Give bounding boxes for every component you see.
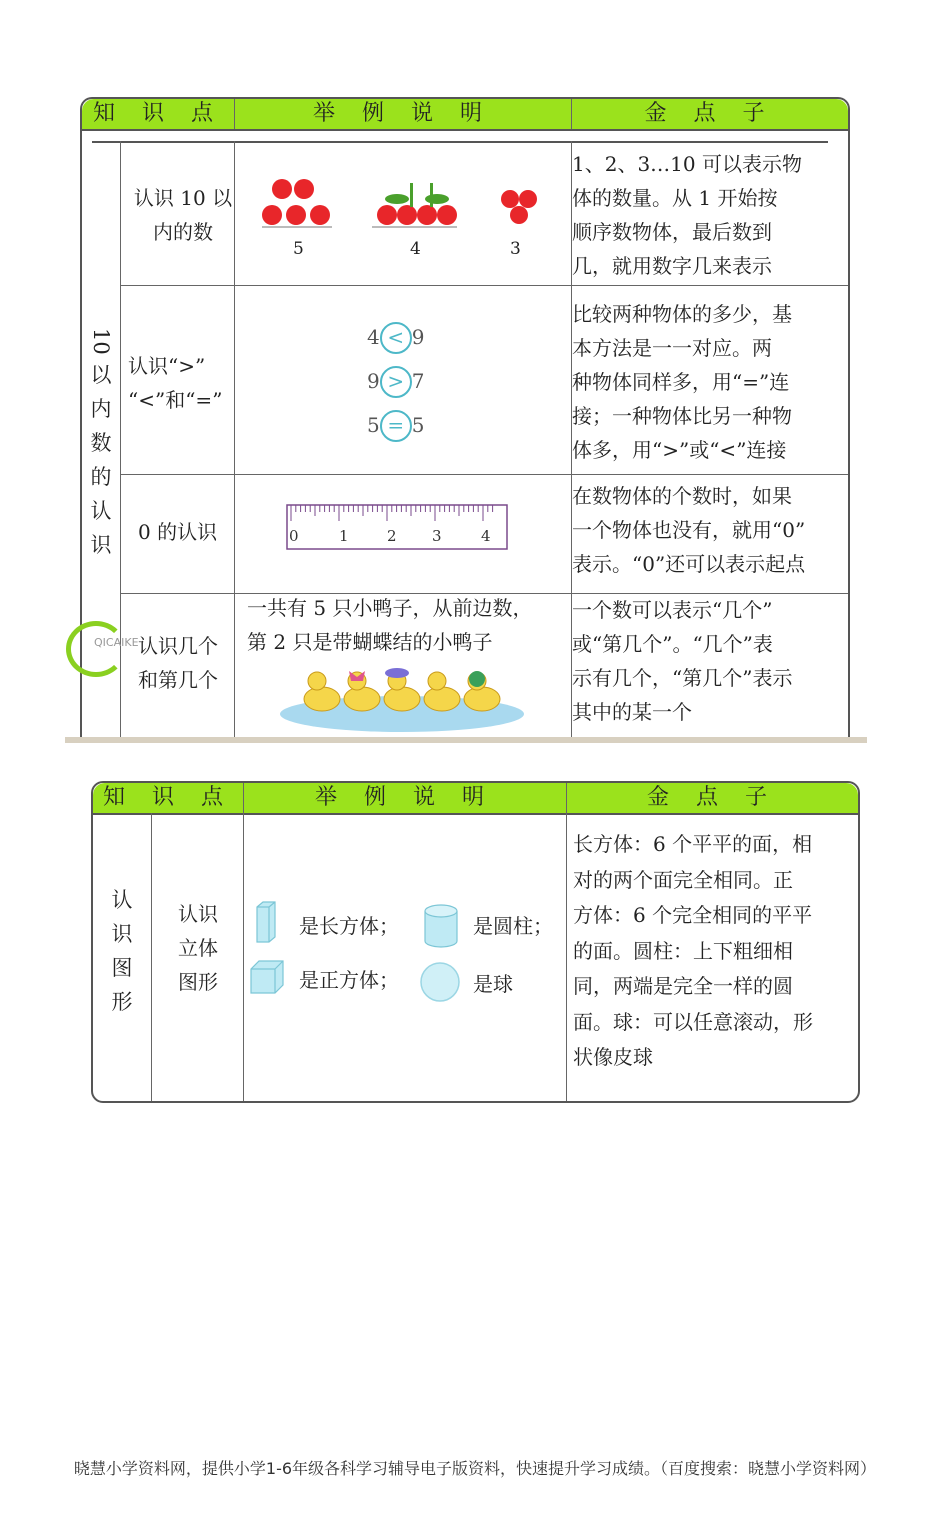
cylinder-icon (423, 903, 459, 949)
tip-line: 一个物体也没有，就用“0” (572, 518, 806, 542)
header-knowledge: 知 识 点 (103, 785, 233, 810)
tip-line: 同，两端是完全一样的圆 (573, 974, 793, 998)
category-char: 认 (111, 888, 133, 912)
tip-row-1 (572, 147, 842, 283)
watermark-text: QICAIKE (94, 636, 139, 649)
ruler-labels (287, 527, 517, 547)
topic-row-4 (138, 629, 218, 697)
comparison-line: 5 = 5 (367, 410, 447, 454)
footer-text: 晓慧小学资料网，提供小学1-6年级各科学习辅导电子版资料，快速提升学习成绩。（百度搜索：晓慧小学资料网） (73, 1459, 877, 1478)
cube-label: 是正方体； (299, 968, 399, 992)
category-char: 识 (111, 922, 133, 946)
tip-line: 的面。圆柱：上下粗细相 (573, 938, 793, 963)
topic-solid-shapes (163, 897, 233, 999)
table-2 (91, 781, 860, 1103)
comparison-line: 4 < 9 (367, 322, 447, 366)
tip-line: 方体：6 个完全相同的平平 (573, 903, 813, 927)
table-1-header (82, 99, 848, 131)
duck-example-text (247, 591, 567, 659)
category-label (109, 883, 135, 1019)
header-knowledge: 知 识 点 (93, 101, 223, 126)
tip-line: 其中的某一个 (572, 700, 692, 724)
tip-line: 1、2、3…10 可以表示物 (572, 152, 802, 176)
tip-line: 面。球：可以任意滚动，形 (573, 1009, 813, 1034)
category-char: 认 (90, 499, 112, 523)
category-char: 10 (89, 328, 113, 355)
tip-line: 比较两种物体的多少，基 (572, 302, 792, 326)
topic-row-1 (128, 181, 238, 249)
ruler-label: 0 (289, 527, 299, 545)
tip-line: 对的两个面完全相同。正 (573, 867, 793, 892)
comparison-examples (367, 322, 447, 454)
category-char: 以 (90, 363, 112, 387)
tip-row-2 (572, 297, 842, 467)
ducks-illustration (277, 659, 527, 734)
category-label (88, 324, 114, 562)
table-2-header (93, 783, 858, 815)
tip-line: 表示。“0”还可以表示起点 (572, 552, 806, 576)
comparison-line: 9 > 7 (367, 366, 447, 410)
category-char: 数 (90, 431, 112, 455)
tip-line: 一个数可以表示“几个” (572, 598, 773, 622)
topic-line: 图形 (178, 970, 218, 994)
topic-line: “<”和“=” (128, 388, 223, 412)
tip-line: 顺序数物体，最后数到 (572, 220, 772, 244)
watermark-logo (66, 621, 126, 677)
tip-line: 接；一种物体比另一种物 (572, 404, 792, 428)
tip-line: 在数物体的个数时，如果 (572, 484, 792, 508)
tip-line: 状像皮球 (573, 1045, 653, 1069)
apple-count-3: 3 (510, 239, 521, 259)
comparison-sign: > (380, 366, 412, 398)
tip-line: 几，就用数字几来表示 (572, 254, 772, 278)
cylinder-label: 是圆柱； (473, 914, 553, 938)
topic-line: 认识“>” (128, 354, 206, 378)
sphere-icon (419, 961, 461, 1003)
tip-line: 或“第几个”。“几个”表 (572, 632, 773, 656)
header-tips: 金 点 子 (647, 785, 777, 810)
topic-line: 内的数 (153, 220, 213, 244)
cube-icon (249, 959, 287, 995)
cuboid-icon (253, 901, 279, 945)
cuboid-label: 是长方体； (299, 914, 399, 938)
topic-line: 和第几个 (138, 668, 218, 692)
table-1 (80, 97, 850, 739)
category-char: 形 (111, 990, 133, 1014)
header-example: 举 例 说 明 (315, 785, 494, 810)
tip-line: 长方体：6 个平平的面，相 (573, 832, 813, 856)
category-char: 的 (90, 465, 112, 489)
apple-count-4: 4 (410, 239, 421, 259)
tip-solid-shapes (573, 827, 853, 1076)
header-tips: 金 点 子 (644, 101, 775, 126)
ruler-label: 2 (387, 527, 397, 545)
category-char: 内 (90, 397, 112, 421)
tip-line: 本方法是一一对应。两 (572, 336, 772, 360)
ruler-label: 1 (339, 527, 349, 545)
tip-line: 体多，用“>”或“<”连接 (572, 438, 787, 462)
apple-count-5: 5 (293, 239, 304, 259)
example-line: 一共有 5 只小鸭子，从前边数， (247, 596, 533, 620)
header-example: 举 例 说 明 (313, 101, 492, 126)
tip-line: 体的数量。从 1 开始按 (572, 186, 778, 210)
category-char: 图 (111, 956, 133, 980)
tip-line: 种物体同样多，用“=”连 (572, 370, 790, 394)
topic-row-2 (128, 349, 238, 417)
example-line: 第 2 只是带蝴蝶结的小鸭子 (247, 630, 493, 654)
topic-line: 认识 (178, 902, 218, 926)
topic-line: 认识几个 (138, 634, 218, 658)
tip-row-4 (572, 593, 842, 729)
tip-row-3 (572, 479, 842, 581)
category-char: 识 (90, 533, 112, 557)
tip-line: 示有几个，“第几个”表示 (572, 666, 793, 690)
page-divider (65, 737, 867, 743)
comparison-sign: = (380, 410, 412, 442)
topic-row-3: 0 的认识 (138, 520, 218, 544)
topic-line: 立体 (178, 936, 218, 960)
ruler-label: 3 (432, 527, 442, 545)
topic-line: 认识 10 以 (133, 186, 233, 210)
ruler-label: 4 (481, 527, 491, 545)
comparison-sign: < (380, 322, 412, 354)
sphere-label: 是球 (473, 972, 513, 996)
